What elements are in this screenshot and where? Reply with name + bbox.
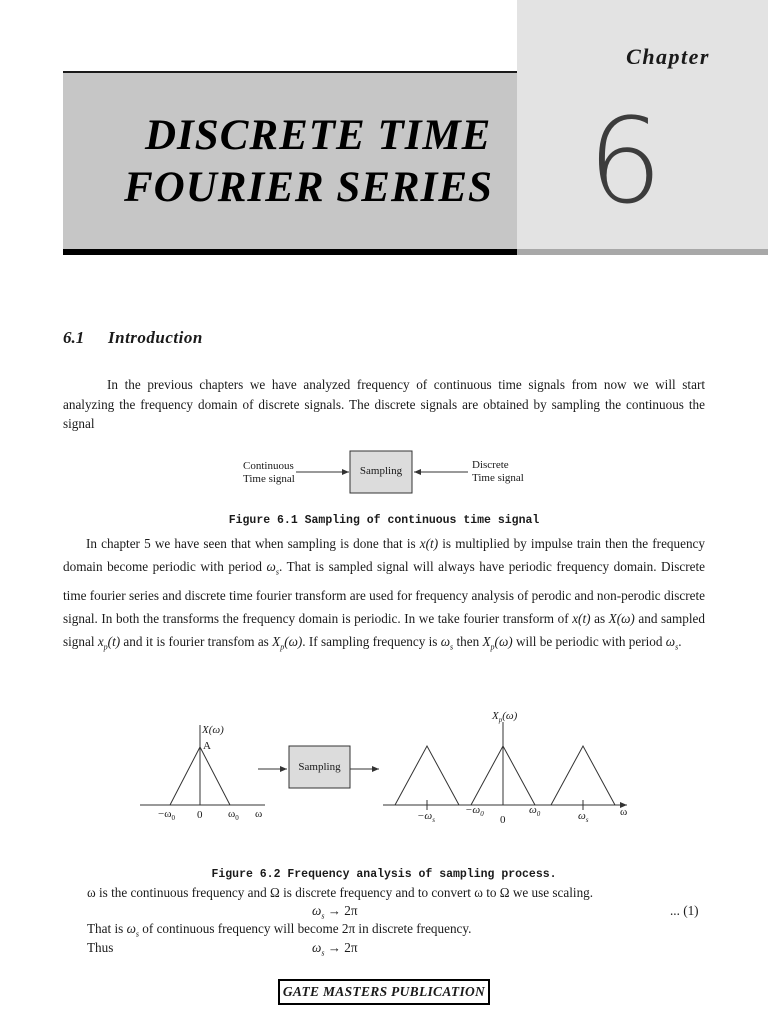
fig2-right-pos-w0: $\omega_0$	[529, 804, 541, 819]
chapter-label: Chapter	[626, 44, 710, 69]
fig1-right-label-1: Discrete	[472, 459, 509, 471]
replica-left	[395, 746, 459, 805]
fig2-right-neg-w0: $-\omega_0$	[465, 804, 484, 819]
fig2-right-zero: 0	[500, 814, 506, 826]
equation-1: $\omega_s \to 2\pi$	[312, 903, 358, 921]
figure-6-2-caption: Figure 6.2 Frequency analysis of sampling process.	[211, 868, 557, 881]
fig2-left-ylabel: X(ω)	[202, 724, 224, 736]
title-bottom-rule	[63, 249, 517, 255]
fig2-left-pos: $\omega_0$	[228, 808, 239, 823]
fig2-left-peak: A	[203, 740, 211, 752]
fig2-right-axis-label: ω	[620, 806, 628, 818]
intro-paragraph	[63, 375, 705, 434]
publisher-name: GATE MASTERS PUBLICATION	[282, 984, 486, 999]
fig1-left-label-2: Time signal	[243, 473, 295, 485]
figure-6-2-diagram	[130, 700, 640, 830]
fig2-left-neg: $-\omega_0$	[158, 808, 175, 823]
fig2-right-neg-ws: $-\omega_s$	[417, 810, 435, 825]
publisher-footer	[278, 979, 490, 1005]
chapter-side-bar	[517, 249, 768, 255]
title-top-rule	[63, 71, 517, 73]
fig2-right-pos-ws: $\omega_s$	[578, 810, 589, 825]
that-is-line: That is $\omega_s$ of continuous frequency will become 2π in discrete frequency.	[87, 921, 472, 939]
replica-right	[551, 746, 615, 805]
fig2-left-zero: 0	[197, 809, 203, 821]
fig2-left-axis-label: ω	[255, 808, 263, 820]
fig2-box-label: Sampling	[298, 761, 341, 773]
chapter-title-line-2: FOURIER SERIES	[124, 164, 493, 211]
chapter-number: 6	[587, 92, 663, 230]
title-band	[63, 73, 517, 249]
section-number: 6.1	[63, 328, 85, 347]
equation-1-number: ... (1)	[670, 903, 699, 918]
scaling-line: ω is the continuous frequency and Ω is discrete frequency and to convert ω to Ω we use scaling.	[87, 885, 594, 900]
fig1-left-label-1: Continuous	[243, 460, 294, 472]
fig1-box-label: Sampling	[359, 465, 403, 477]
fig2-right-ylabel: $X_p(\omega)$	[492, 710, 518, 725]
sampling-paragraph: In chapter 5 we have seen that when sampling is done that is x(t) is multiplied by impulse train then the frequency domain become periodic with period $\omega_s$. That is sampled signal will always have periodic frequency domain. Discrete time fourier series and discrete time fourier transform are used for frequency analysis of perodic and non-perodic discrete signal. In both the transforms the frequency domain is periodic. In we take fourier transform of x(t) as X(ω) and sampled signal $x_p(t)$ and it is fourier transfom as $X_p(\omega)$. If sampling frequency is $\omega_s$ then $X_p(\omega)$ will be periodic with period $\omega_s$.	[63, 536, 706, 653]
equation-2: $\omega_s \to 2\pi$	[312, 940, 358, 958]
figure-6-1-caption: Figure 6.1 Sampling of continuous time signal	[228, 514, 540, 527]
section-title: Introduction	[108, 328, 203, 347]
intro-paragraph-text: In the previous chapters we have analyzed frequency of continuous time signals from now we will start analyzing the frequency domain of discrete signals. The discrete signals are obtained by sampling the continuous the signal	[63, 377, 705, 431]
fig1-right-label-2: Time signal	[472, 472, 524, 484]
chapter-title-line-1: DISCRETE TIME	[145, 112, 492, 159]
thus-label: Thus	[87, 940, 114, 955]
